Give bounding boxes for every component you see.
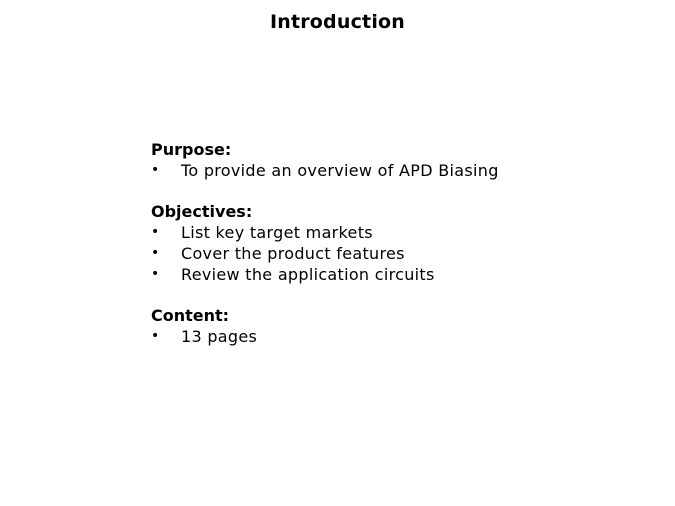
bullet-icon: • — [151, 328, 160, 344]
slide-body — [151, 139, 631, 367]
bullet-list — [151, 160, 631, 181]
bullet-icon: • — [151, 162, 160, 178]
list-item-text: Cover the product features — [181, 244, 405, 263]
list-item — [151, 264, 631, 285]
list-item — [151, 160, 631, 181]
slide-title: Introduction — [269, 11, 406, 33]
list-item-text: List key target markets — [181, 223, 373, 242]
list-item — [151, 243, 631, 264]
section-objectives — [151, 201, 631, 285]
bullet-icon: • — [151, 224, 160, 240]
bullet-list — [151, 326, 631, 347]
list-item-text: Review the application circuits — [181, 265, 435, 284]
bullet-icon: • — [151, 266, 160, 282]
bullet-icon: • — [151, 245, 160, 261]
bullet-list — [151, 222, 631, 285]
list-item-text: 13 pages — [181, 327, 258, 346]
list-item — [151, 222, 631, 243]
list-item — [151, 326, 631, 347]
section-content — [151, 305, 631, 347]
section-heading: Content: — [151, 306, 230, 325]
section-heading: Purpose: — [151, 140, 232, 159]
section-purpose — [151, 139, 631, 181]
section-heading: Objectives: — [151, 202, 253, 221]
list-item-text: To provide an overview of APD Biasing — [181, 161, 499, 180]
